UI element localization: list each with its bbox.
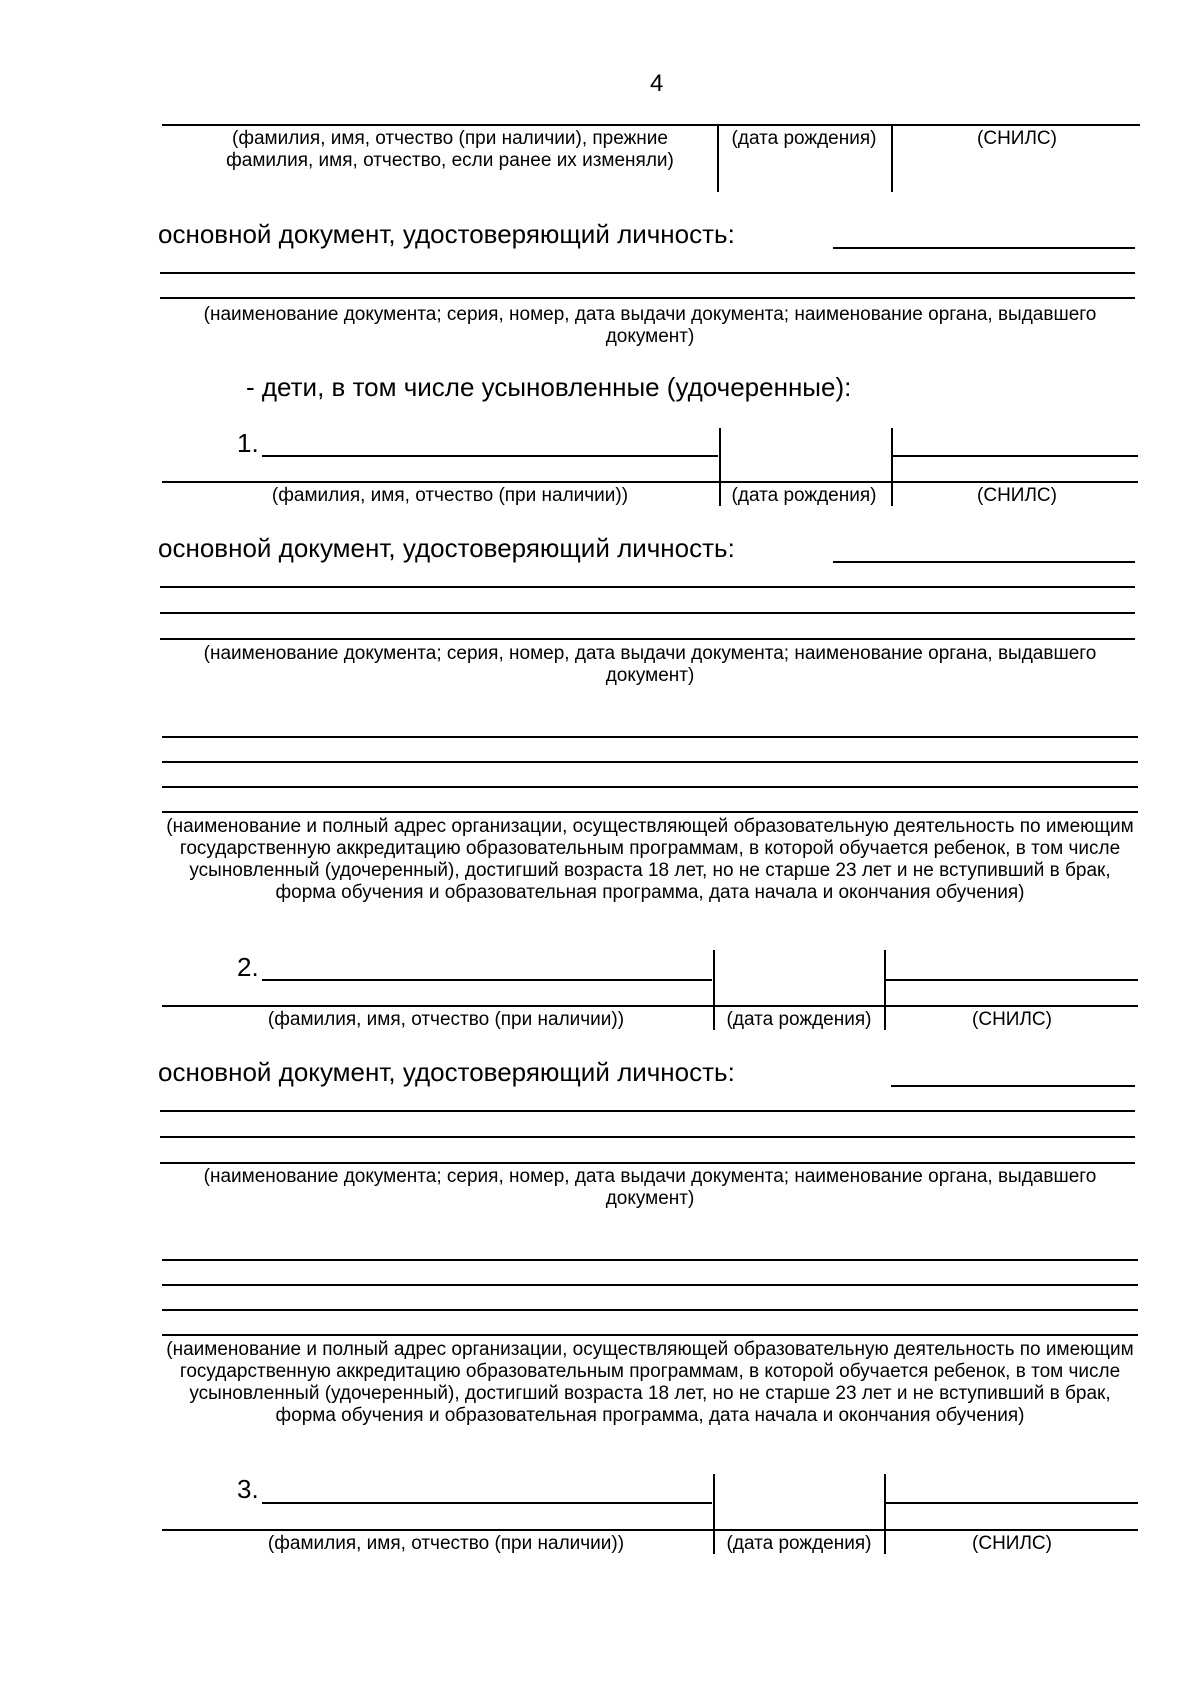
children-heading: - дети, в том числе усыновленные (удочеренные): <box>246 372 852 402</box>
id-document-field-line[interactable] <box>160 1136 1135 1138</box>
fio-caption: (фамилия, имя, отчество (при наличии)) <box>267 1009 625 1030</box>
child-name-field-line[interactable] <box>262 455 718 457</box>
organization-field-line[interactable] <box>162 1334 1138 1336</box>
document-caption: (наименование документа; серия, номер, дата выдачи документа; наименование органа, выдавшего документ) <box>203 643 1097 686</box>
column-divider <box>891 124 893 192</box>
name-row-line <box>162 481 1138 483</box>
organization-field-line[interactable] <box>162 761 1138 763</box>
organization-field-line[interactable] <box>162 1259 1138 1261</box>
id-document-field-line[interactable] <box>160 638 1135 640</box>
organization-field-line[interactable] <box>162 1284 1138 1286</box>
snils-field-line[interactable] <box>886 979 1138 981</box>
snils-caption: (СНИЛС) <box>977 485 1057 506</box>
id-document-field-line[interactable] <box>891 1085 1135 1087</box>
organization-field-line[interactable] <box>162 786 1138 788</box>
id-document-label: основной документ, удостоверяющий личность: <box>158 533 735 563</box>
organization-caption: (наименование и полный адрес организации, осуществляющей образовательную деятельность по имеющим государственную аккредитацию образовательным программам, в которой обучается ребенок, в том числе усыновленный (удочеренный), достигший возраста 18 лет, но не старше 23 лет и не вступивший в брак, форма обучения и образовательная программа, дата начала и окончания обучения) <box>166 816 1134 903</box>
organization-field-line[interactable] <box>162 736 1138 738</box>
snils-caption: (СНИЛС) <box>972 1533 1052 1554</box>
organization-field-line[interactable] <box>162 811 1138 813</box>
id-document-field-line[interactable] <box>160 612 1135 614</box>
fio-caption: (фамилия, имя, отчество (при наличии), прежние фамилия, имя, отчество, если ранее их изменяли) <box>226 128 674 171</box>
document-caption: (наименование документа; серия, номер, дата выдачи документа; наименование органа, выдавшего документ) <box>203 304 1097 347</box>
birth-date-caption: (дата рождения) <box>731 128 877 149</box>
birth-date-caption: (дата рождения) <box>731 485 877 506</box>
column-divider <box>891 428 893 506</box>
organization-field-line[interactable] <box>162 1309 1138 1311</box>
id-document-label: основной документ, удостоверяющий личность: <box>158 1057 735 1087</box>
id-document-field-line[interactable] <box>160 297 1135 299</box>
birth-date-caption: (дата рождения) <box>726 1533 872 1554</box>
id-document-label: основной документ, удостоверяющий личность: <box>158 219 735 249</box>
id-document-field-line[interactable] <box>833 561 1135 563</box>
birth-date-caption: (дата рождения) <box>726 1009 872 1030</box>
column-divider <box>717 124 719 192</box>
id-document-field-line[interactable] <box>833 247 1135 249</box>
name-row-top-line <box>162 124 1140 126</box>
snils-caption: (СНИЛС) <box>972 1009 1052 1030</box>
child-number: 3. <box>237 1474 259 1504</box>
id-document-field-line[interactable] <box>160 272 1135 274</box>
id-document-field-line[interactable] <box>160 1110 1135 1112</box>
page-number: 4 <box>650 70 664 97</box>
organization-caption: (наименование и полный адрес организации, осуществляющей образовательную деятельность по имеющим государственную аккредитацию образовательным программам, в которой обучается ребенок, в том числе усыновленный (удочеренный), достигший возраста 18 лет, но не старше 23 лет и не вступивший в брак, форма обучения и образовательная программа, дата начала и окончания обучения) <box>166 1339 1134 1426</box>
child-number: 2. <box>237 952 259 982</box>
id-document-field-line[interactable] <box>160 1162 1135 1164</box>
document-caption: (наименование документа; серия, номер, дата выдачи документа; наименование органа, выдавшего документ) <box>203 1166 1097 1209</box>
child-number: 1. <box>237 428 259 458</box>
name-row-line <box>162 1529 1138 1531</box>
name-row-line <box>162 1005 1138 1007</box>
child-name-field-line[interactable] <box>262 979 712 981</box>
snils-field-line[interactable] <box>886 1502 1138 1504</box>
snils-caption: (СНИЛС) <box>977 128 1057 149</box>
child-name-field-line[interactable] <box>262 1502 712 1504</box>
fio-caption: (фамилия, имя, отчество (при наличии)) <box>271 485 629 506</box>
fio-caption: (фамилия, имя, отчество (при наличии)) <box>267 1533 625 1554</box>
id-document-field-line[interactable] <box>160 586 1135 588</box>
snils-field-line[interactable] <box>893 455 1138 457</box>
